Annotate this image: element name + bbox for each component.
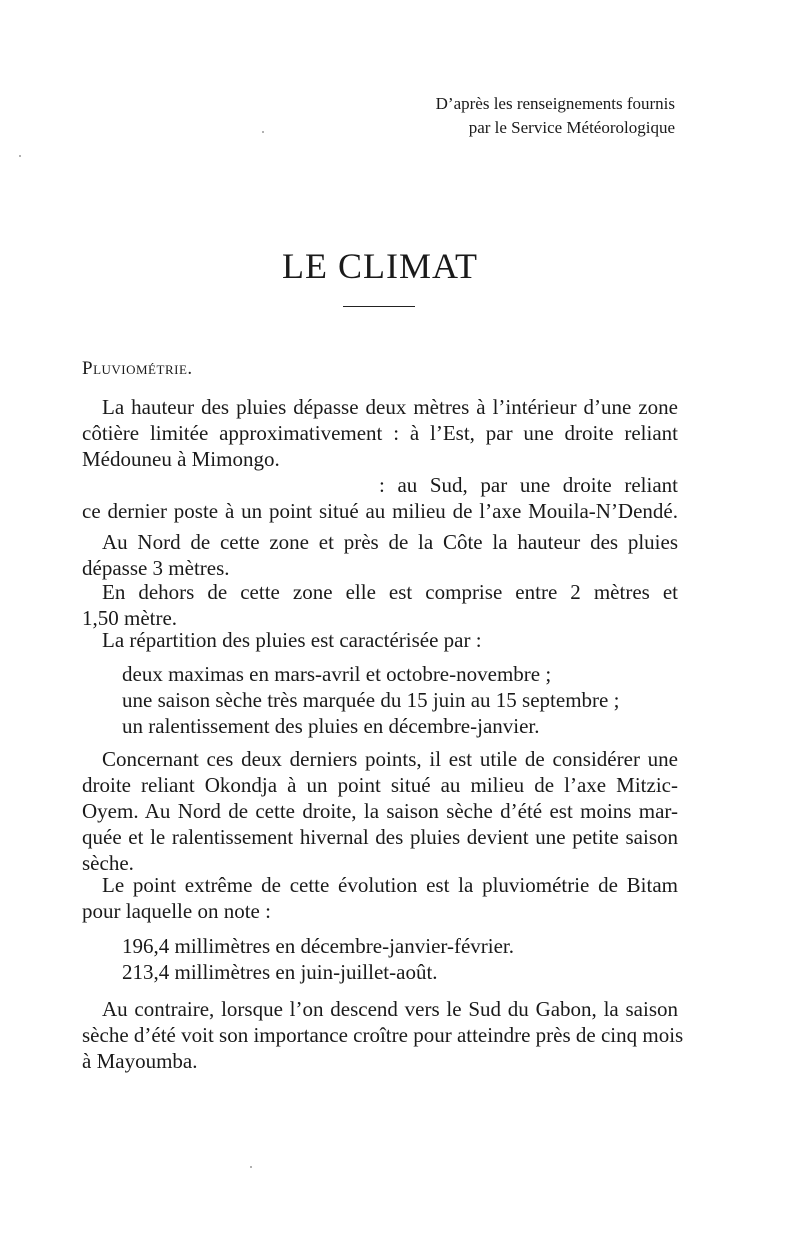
text-line: Au contraire, lorsque l’on descend vers le Sud du Gabon, la saison <box>102 997 678 1021</box>
rainfall-characteristics-list <box>82 661 678 739</box>
attribution-line-2: par le Service Météorologique <box>468 118 675 137</box>
text-line: pour laquelle on note : <box>82 899 271 923</box>
paragraph-5 <box>82 746 678 876</box>
text-line: La répartition des pluies est caractérisée par : <box>102 628 482 652</box>
title-underline <box>343 306 415 307</box>
text-line: ce dernier poste à un point situé au milieu de l’axe Mouila-N’Dendé. <box>82 499 678 523</box>
text-line: 1,50 mètre. <box>82 606 178 630</box>
text-line: sèche d’été voit son importance croître pour atteindre près de cinq mois <box>82 1023 684 1047</box>
text-line: côtière limitée approximativement : à l’Est, par une droite reliant <box>82 421 678 445</box>
list-item: deux maximas en mars-avril et octobre-novembre ; <box>122 662 552 686</box>
text-line: à Mayoumba. <box>82 1049 198 1073</box>
page-title: LE CLIMAT <box>282 246 478 286</box>
bitam-rainfall-list <box>82 933 678 985</box>
list-item: 196,4 millimètres en décembre-janvier-février. <box>122 934 514 958</box>
text-line: En dehors de cette zone elle est comprise entre 2 mètres et <box>102 580 678 604</box>
text-line: quée et le ralentissement hivernal des pluies devient une petite saison <box>82 825 678 849</box>
paragraph-4 <box>82 627 678 653</box>
text-line: Concernant ces deux derniers points, il est utile de considérer une <box>102 747 678 771</box>
list-item: un ralentissement des pluies en décembre-janvier. <box>122 714 540 738</box>
text-line: sèche. <box>82 851 134 875</box>
paragraph-6 <box>82 872 678 924</box>
text-line: Le point extrême de cette évolution est la pluviométrie de Bitam <box>102 873 678 897</box>
list-item: 213,4 millimètres en juin-juillet-août. <box>122 960 438 984</box>
text-line: dépasse 3 mètres. <box>82 556 230 580</box>
text-line: : au Sud, par une droite reliant <box>379 473 678 497</box>
text-line: Oyem. Au Nord de cette droite, la saison sèche d’été est moins mar- <box>82 799 678 823</box>
text-line: Médouneu à Mimongo. <box>82 447 280 471</box>
list-item: une saison sèche très marquée du 15 juin au 15 septembre ; <box>122 688 620 712</box>
scan-speck <box>19 155 21 157</box>
section-heading: Pluviométrie. <box>82 358 193 379</box>
scan-speck <box>250 1166 252 1168</box>
scan-speck <box>262 131 264 133</box>
paragraph-2 <box>82 529 678 581</box>
text-line: droite reliant Okondja à un point situé au milieu de l’axe Mitzic- <box>82 773 678 797</box>
text-line: Au Nord de cette zone et près de la Côte la hauteur des pluies <box>102 530 678 554</box>
text-line: La hauteur des pluies dépasse deux mètres à l’intérieur d’une zone <box>102 395 678 419</box>
attribution-line-1: D’après les renseignements fournis <box>435 94 675 113</box>
paragraph-3 <box>82 579 678 631</box>
paragraph-1 <box>82 394 678 524</box>
source-attribution <box>436 92 675 140</box>
paragraph-7 <box>82 996 684 1074</box>
